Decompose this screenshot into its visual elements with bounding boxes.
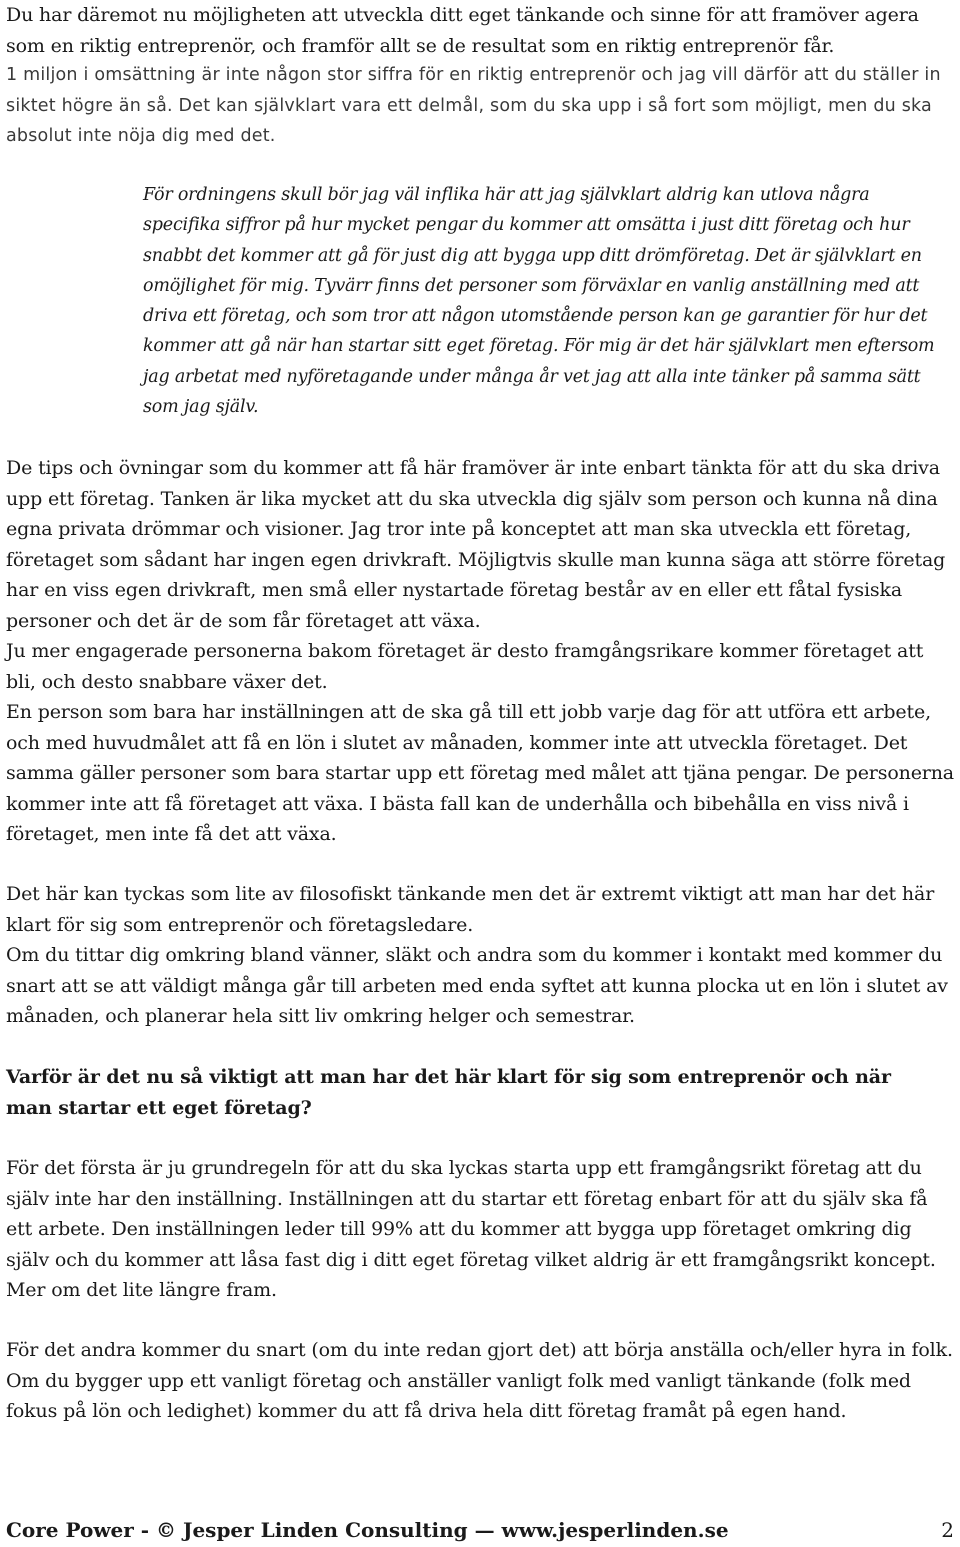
paragraph-tips: De tips och övningar som du kommer att få här framöver är inte enbart tänkta för att du ska driva upp ett företag. Tanken är lika mycket att du ska utveckla dig själv som person och kunna nå dina egna privata drömmar och visioner. Jag tror inte på konceptet att man ska utveckla ett företag, företaget som sådant har ingen egen drivkraft. Möjligtvis skulle man kunna säga att större företag har en viss egen drivkraft, men små eller nystartade företag består av en eller ett fåtal fysiska personer och det är de som får företaget att växa.	[6, 457, 946, 632]
section-heading: Varför är det nu så viktigt att man har det här klart för sig som entreprenör och när man startar ett eget företag?	[6, 1066, 891, 1119]
paragraph-intro: Du har däremot nu möjligheten att utveckla ditt eget tänkande och sinne för att framöver agera som en riktig entreprenör, och framför allt se de resultat som en riktig entreprenör får.	[6, 4, 919, 57]
paragraph-first: För det första är ju grundregeln för att du ska lyckas starta upp ett framgångsrikt företag att du själv inte har den inställning. Inställningen att du startar ett företag enbart för att du själv ska få ett arbete. Den inställningen leder till 99% att du kommer att bygga upp företaget omkring dig själv och du kommer att låsa fast dig i ditt eget företag vilket aldrig är ett framgångsrikt koncept. Mer om det lite längre fram.	[6, 1157, 936, 1301]
paragraph-engaged: Ju mer engagerade personerna bakom företaget är desto framgångsrikare kommer företaget att bli, och desto snabbare växer det.	[6, 640, 924, 693]
paragraph-person: En person som bara har inställningen att de ska gå till ett jobb varje dag för att utföra ett arbete, och med huvudmålet att få en lön i slutet av månaden, kommer inte att utveckla företaget. Det samma gäller personer som bara startar upp ett företag med målet att tjäna pengar. De personerna kommer inte att få företaget att växa. I bästa fall kan de underhålla och bibehålla en viss nivå i företaget, men inte få det att växa.	[6, 701, 954, 845]
paragraph-philosophy: Det här kan tyckas som lite av filosofiskt tänkande men det är extremt viktigt att man har det här klart för sig som entreprenör och företagsledare.	[6, 883, 935, 936]
paragraph-second: För det andra kommer du snart (om du inte redan gjort det) att börja anställa och/eller hyra in folk. Om du bygger upp ett vanligt företag och anställer vanligt folk med vanligt tänkande (folk med fokus på lön och ledighet) kommer du att få driva hela ditt företag framåt på egen hand.	[6, 1339, 953, 1422]
page-footer	[6, 1515, 954, 1547]
page-number: 2	[941, 1518, 954, 1542]
paragraph-look-around: Om du tittar dig omkring bland vänner, släkt och andra som du kommer i kontakt med kommer du snart att se att väldigt många går till arbeten med enda syftet att kunna plocka ut en lön i slutet av månaden, och planerar hela sitt liv omkring helger och semestrar.	[6, 944, 948, 1027]
italic-disclaimer: För ordningens skull bör jag väl inflika här att jag självklart aldrig kan utlova några specifika siffror på hur mycket pengar du kommer att omsätta i just ditt företag och hur snabbt det kommer att gå för just dig att bygga upp ditt drömföretag. Det är självklart en omöjlighet för mig. Tyvärr finns det personer som förväxlar en vanlig anställning med att driva ett företag, och som tror att någon utomstående person kan ge garantier för hur det kommer att gå när han startar sitt eget företag. För mig är det här självklart men eftersom jag arbetat med nyföretagande under många år vet jag att alla inte tänker på samma sätt som jag själv.	[143, 185, 935, 418]
paragraph-million: 1 miljon i omsättning är inte någon stor siffra för en riktig entreprenör och jag vill därför att du ställer in siktet högre än så. Det kan självklart vara ett delmål, som du ska upp i så fort som möjligt, men du ska absolut inte nöja dig med det.	[6, 65, 941, 146]
footer-credit: Core Power - © Jesper Linden Consulting — www.jesperlinden.se	[6, 1518, 729, 1542]
